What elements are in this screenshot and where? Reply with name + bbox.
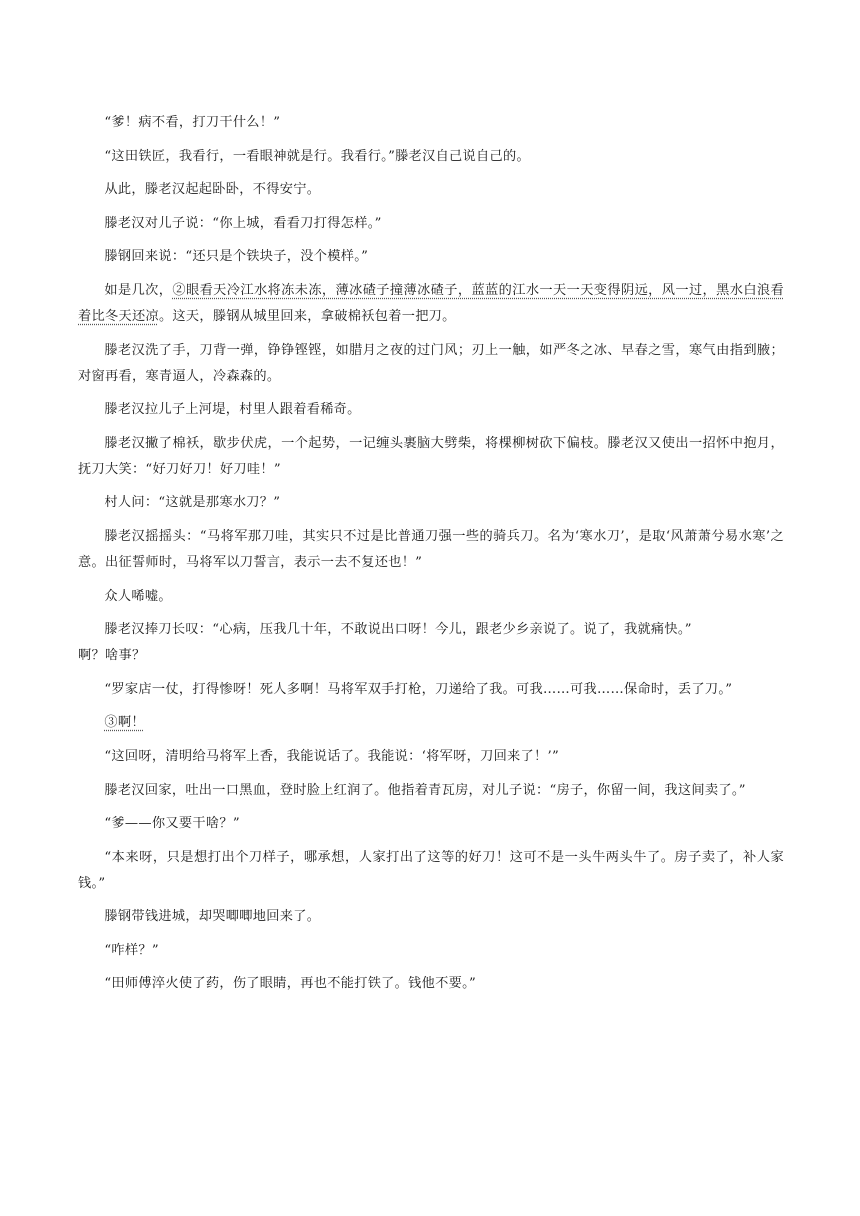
paragraph: 滕钢带钱进城，却哭唧唧地回来了。 — [104, 909, 321, 925]
paragraph: 滕老汉回家，吐出一口黑血，登时脸上红润了。他指着青瓦房，对儿子说：“房子，你留一间，我这间卖了。” — [104, 782, 746, 798]
paragraph-prefix: 如是几次， — [104, 282, 173, 298]
paragraph: 滕老汉洗了手，刀背一弹，铮铮铿铿，如腊月之夜的过门风；刃上一触，如严冬之冰、早春之雪，寒气由指到腋；对窗再看，寒青逼人，冷森森的。 — [78, 342, 784, 384]
paragraph: 众人唏嘘。 — [104, 588, 172, 604]
underlined-passage-2: ②眼看天冷江水将冻未冻，薄冰碴子撞薄冰碴子，蓝蓝的江水一天一天变得阴远，风一过，黑水白浪看着比冬天还凉 — [78, 282, 785, 324]
paragraph: “田师傅淬火使了药，伤了眼睛，再也不能打铁了。钱他不要。” — [104, 976, 477, 992]
paragraph: 村人问：“这就是那寒水刀？” — [104, 495, 281, 511]
paragraph-underlined-3 — [78, 710, 784, 736]
paragraph: “爹——你又要干啥？” — [104, 816, 240, 832]
paragraph: 滕老汉摇摇头：“马将军那刀哇，其实只不过是比普通刀强一些的骑兵刀。名为‘寒水刀’，是取‘风萧萧兮易水寒’之意。出征誓师时，马将军以刀誓言，表示一去不复还也！” — [78, 528, 784, 570]
paragraph: 滕老汉撇了棉袄，歇步伏虎，一个起势，一记缠头裹脑大劈柴，将棵柳树砍下偏枝。滕老汉又使出一招怀中抱月，抚刀大笑：“好刀好刀！好刀哇！” — [78, 435, 784, 477]
paragraph: “咋样？” — [104, 942, 159, 958]
paragraph-with-underline — [78, 278, 784, 330]
paragraph: “罗家店一仗，打得惨呀！死人多啊！马将军双手打枪，刀递给了我。可我……可我……保命时，丢了刀。” — [104, 681, 733, 697]
paragraph: 从此，滕老汉起起卧卧，不得安宁。 — [104, 182, 321, 198]
paragraph: “本来呀，只是想打出个刀样子，哪承想，人家打出了这等的好刀！这可不是一头牛两头牛了。房子卖了，补人家钱。” — [78, 849, 784, 891]
underlined-passage-3: ③啊！ — [104, 715, 145, 731]
paragraph: “这田铁匠，我看行，一看眼神就是行。我看行。”滕老汉自己说自己的。 — [104, 148, 530, 164]
paragraph: 滕钢回来说：“还只是个铁块子，没个模样。” — [104, 249, 369, 265]
paragraph: 滕老汉对儿子说：“你上城，看看刀打得怎样。” — [104, 215, 382, 231]
paragraph-suffix: 。这天，滕钢从城里回来，拿破棉袄包着一把刀。 — [158, 308, 456, 324]
paragraph-unindented: 啊？啥事？ — [78, 648, 146, 664]
document-body — [78, 110, 784, 997]
paragraph: 滕老汉捧刀长叹：“心病，压我几十年，不敢说出口呀！今儿，跟老少乡亲说了。说了，我就痛快。” — [104, 622, 692, 638]
paragraph: “爹！病不看，打刀干什么！” — [104, 115, 281, 130]
paragraph: “这回呀，清明给马将军上香，我能说话了。我能说：‘将军呀，刀回来了！’” — [104, 748, 560, 764]
paragraph: 滕老汉拉儿子上河堤，村里人跟着看稀奇。 — [104, 402, 361, 418]
